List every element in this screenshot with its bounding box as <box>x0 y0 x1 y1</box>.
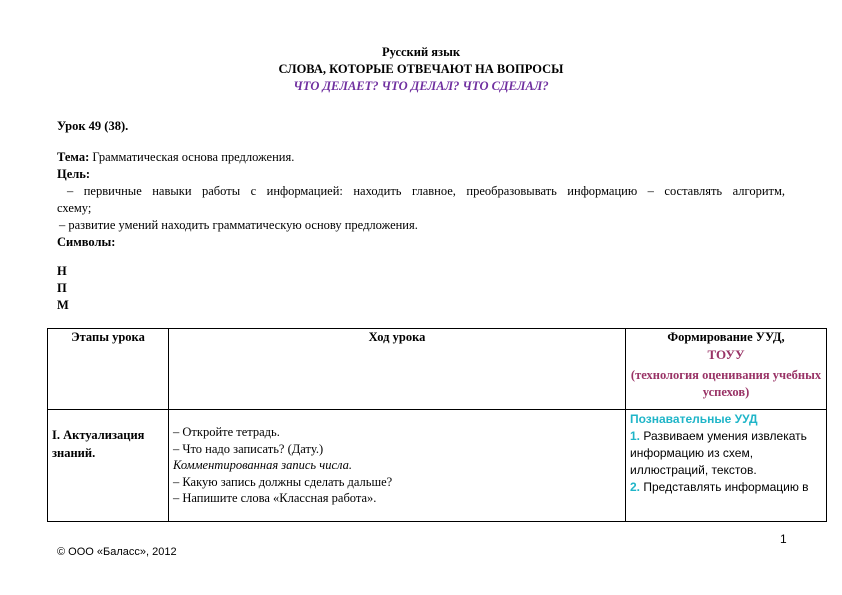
table-header-row <box>48 329 827 410</box>
uud-cell <box>626 410 827 522</box>
symbols-list <box>57 263 69 314</box>
goal-item-2: – развитие умений находить грамматическую основу предложения. <box>59 218 418 232</box>
header-progress: Ход урока <box>169 329 626 410</box>
uud-title: Формирование УУД, <box>667 330 785 344</box>
symbol-item: П <box>57 281 67 295</box>
stage-cell: I. Актуализация знаний. <box>48 410 169 522</box>
uud-tech: ТОУУ <box>707 347 745 362</box>
progress-cell <box>169 410 626 522</box>
symbols-label <box>57 234 785 251</box>
uud-item-1 <box>630 428 822 479</box>
table-row <box>48 410 827 522</box>
progress-line: – Напишите слова «Классная работа». <box>173 491 377 505</box>
header-uud <box>626 329 827 410</box>
goal-item-1: – первичные навыки работы с информацией: находить главное, преобразовывать информацию – составлять алгоритм, <box>67 184 785 198</box>
progress-line: Комментированная запись числа. <box>173 458 352 472</box>
lesson-description <box>57 149 785 251</box>
goal-label-text: Цель: <box>57 167 91 181</box>
goal-item-1-cont: схему; <box>57 201 92 215</box>
uud-item-2-text: Представлять информацию в <box>643 480 809 494</box>
uud-heading: Познавательные УУД <box>630 412 758 426</box>
lesson-table <box>47 328 827 522</box>
footer-copyright: © ООО «Баласс», 2012 <box>57 546 177 558</box>
symbols-label-text: Символы: <box>57 235 116 249</box>
topic-line <box>57 149 785 166</box>
uud-item-1-text: Развиваем умения извлекать информацию из схем, иллюстраций, текстов. <box>630 429 807 477</box>
lesson-questions: ЧТО ДЕЛАЕТ? ЧТО ДЕЛАЛ? ЧТО СДЕЛАЛ? <box>293 79 549 93</box>
progress-line: – Что надо записать? (Дату.) <box>173 441 324 456</box>
subject-title: Русский язык <box>381 45 461 59</box>
page-number: 1 <box>780 532 787 546</box>
lesson-number: Урок 49 (38). <box>57 119 129 133</box>
symbol-item: М <box>57 298 69 312</box>
lesson-title: СЛОВА, КОТОРЫЕ ОТВЕЧАЮТ НА ВОПРОСЫ <box>278 62 564 76</box>
goal-label <box>57 166 785 183</box>
topic-text: Грамматическая основа предложения. <box>92 150 295 164</box>
uud-desc: (технология оценивания учебных успехов) <box>630 368 822 399</box>
uud-num-2: 2. <box>630 480 641 494</box>
topic-label: Тема: <box>57 150 90 164</box>
document-header <box>0 44 842 95</box>
uud-num-1: 1. <box>630 429 641 443</box>
uud-item-2 <box>630 479 822 496</box>
symbol-item: Н <box>57 264 67 278</box>
progress-line: – Откройте тетрадь. <box>173 425 280 439</box>
progress-line: – Какую запись должны сделать дальше? <box>173 474 393 489</box>
header-stages: Этапы урока <box>48 329 169 410</box>
